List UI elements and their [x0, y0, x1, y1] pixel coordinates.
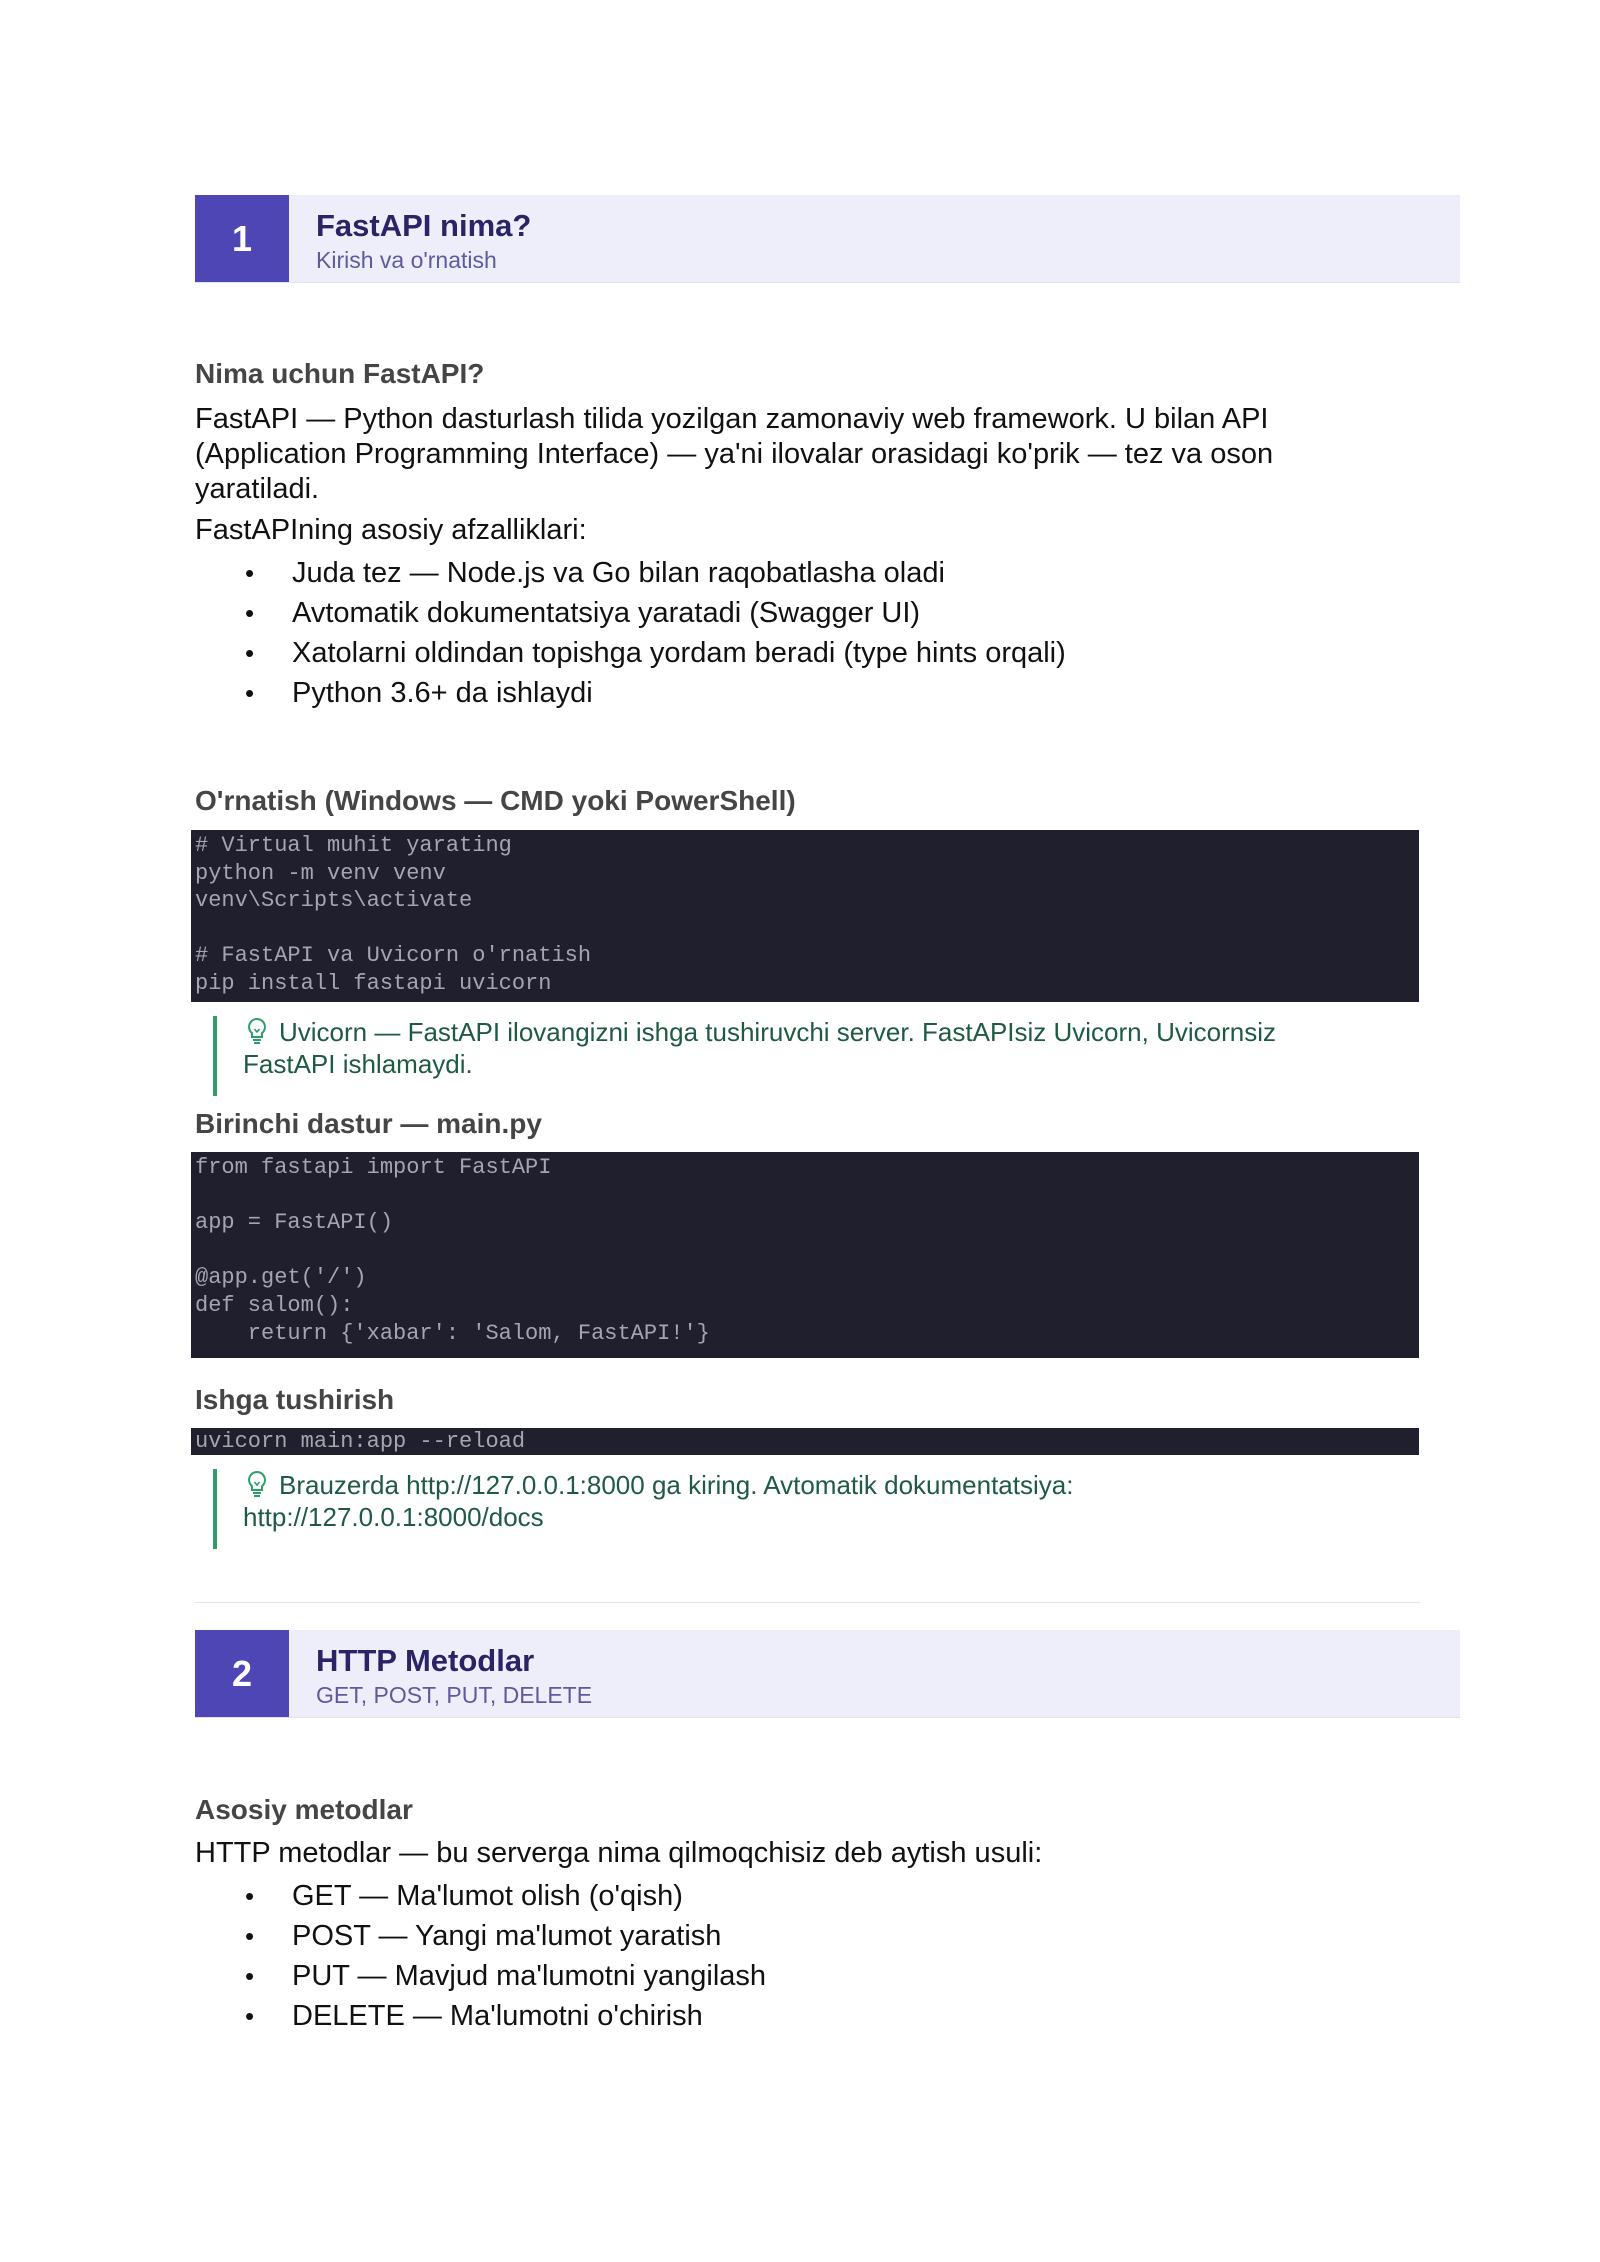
lightbulb-icon	[243, 1016, 271, 1046]
section-number: 2	[195, 1630, 289, 1717]
section-subtitle: Kirish va o'rnatish	[316, 247, 497, 273]
list-item: • Juda tez — Node.js va Go bilan raqobatlasha oladi	[195, 554, 1066, 594]
code-block-run	[191, 1428, 1419, 1455]
list-item: • Avtomatik dokumentatsiya yaratadi (Swagger UI)	[195, 594, 1066, 634]
code-line: def salom():	[195, 1292, 354, 1318]
code-block-install	[191, 830, 1419, 1002]
section-title: HTTP Metodlar	[316, 1643, 535, 1678]
list-item: • PUT — Mavjud ma'lumotni yangilash	[195, 1957, 766, 1997]
code-line: uvicorn main:app --reload	[195, 1429, 526, 1454]
list-item: • POST — Yangi ma'lumot yaratish	[195, 1917, 766, 1957]
list-item: • Python 3.6+ da ishlaydi	[195, 674, 1066, 714]
heading-methods: Asosiy metodlar	[195, 1794, 413, 1825]
code-line: pip install fastapi uvicorn	[195, 970, 552, 996]
code-line: return {'xabar': 'Salom, FastAPI!'}	[195, 1320, 710, 1346]
section-header-2	[195, 1630, 1460, 1718]
section-header-1	[195, 195, 1460, 283]
code-line: app = FastAPI()	[195, 1210, 394, 1236]
advantages-list	[195, 554, 1066, 714]
code-block-main	[191, 1152, 1419, 1358]
code-line	[195, 915, 1415, 943]
advantages-lead: FastAPIning asosiy afzalliklari:	[195, 514, 587, 546]
heading-why-fastapi: Nima uchun FastAPI?	[195, 358, 485, 389]
heading-install: O'rnatish (Windows — CMD yoki PowerShell)	[195, 785, 796, 816]
section-title: FastAPI nima?	[316, 208, 532, 243]
code-line	[195, 1182, 1415, 1210]
code-line: from fastapi import FastAPI	[195, 1155, 552, 1180]
list-item: • GET — Ma'lumot olish (o'qish)	[195, 1877, 766, 1917]
section-number: 1	[195, 195, 289, 282]
section-subtitle: GET, POST, PUT, DELETE	[316, 1682, 593, 1708]
code-line: # FastAPI va Uvicorn o'rnatish	[195, 943, 592, 969]
code-line: # Virtual muhit yarating	[195, 833, 512, 858]
methods-lead: HTTP metodlar — bu serverga nima qilmoqchisiz deb aytish usuli:	[195, 1837, 1043, 1869]
tip-text: Uvicorn — FastAPI ilovangizni ishga tushiruvchi server. FastAPIsiz Uvicorn, Uvicornsiz FastAPI ishlamaydi.	[243, 1017, 1276, 1079]
tip-callout-browser	[213, 1469, 1363, 1549]
code-line: python -m venv venv	[195, 860, 446, 886]
intro-paragraph: FastAPI — Python dasturlash tilida yozilgan zamonaviy web framework. U bilan API (Application Programming Interface) — ya'ni ilovalar orasidagi ko'prik — tez va oson yaratiladi.	[195, 403, 1274, 505]
list-item: • DELETE — Ma'lumotni o'chirish	[195, 1997, 766, 2037]
methods-list	[195, 1877, 766, 2037]
tip-callout-uvicorn	[213, 1016, 1363, 1096]
section-divider	[195, 1602, 1420, 1603]
code-line: venv\Scripts\activate	[195, 888, 473, 914]
lightbulb-icon	[243, 1469, 271, 1499]
code-line	[195, 1237, 1415, 1265]
list-item: • Xatolarni oldindan topishga yordam beradi (type hints orqali)	[195, 634, 1066, 674]
tip-text: Brauzerda http://127.0.0.1:8000 ga kiring. Avtomatik dokumentatsiya: http://127.0.0.1:8000/docs	[243, 1470, 1074, 1532]
code-line: @app.get('/')	[195, 1265, 367, 1291]
heading-run: Ishga tushirish	[195, 1384, 395, 1415]
heading-first-program: Birinchi dastur — main.py	[195, 1108, 542, 1139]
